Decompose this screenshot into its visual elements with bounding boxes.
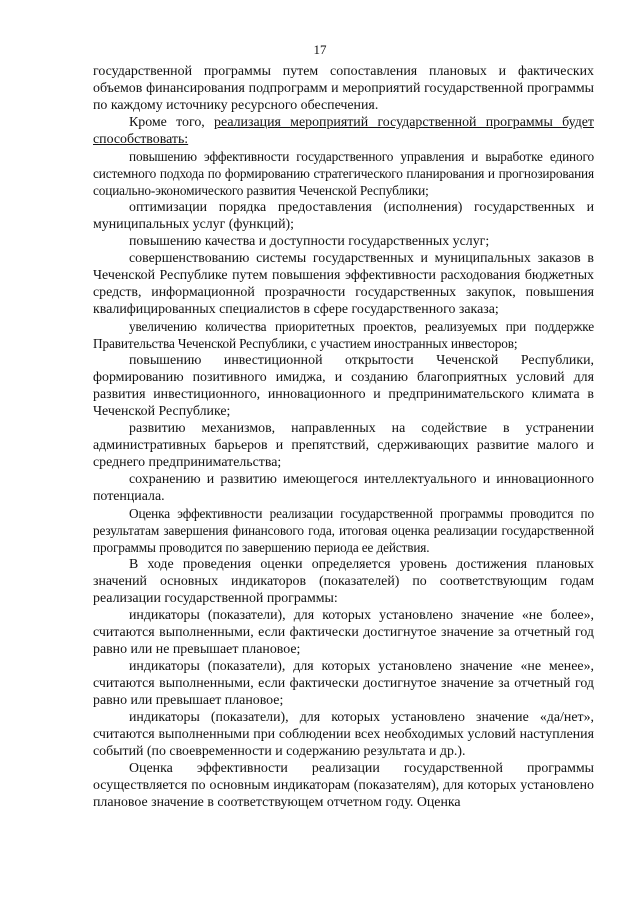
list-item: индикаторы (показатели), для которых установлено значение «не менее», считаются выполненными, если фактически достигнутое значение за отчетный год равно или превышает плановое;	[93, 659, 594, 708]
list-item: индикаторы (показатели), для которых установлено значение «не более», считаются выполненными, если фактически достигнутое значение за отчетный год равно или не превышает плановое;	[93, 608, 594, 657]
paragraph-lead-text: Кроме того,	[129, 115, 215, 130]
paragraph: Оценка эффективности реализации государственной программы осуществляется по основным индикаторам (показателям), для которых установлено плановое значение в соответствующем отчетном году. Оценка	[93, 761, 594, 810]
list-item: сохранению и развитию имеющегося интеллектуального и инновационного потенциала.	[93, 472, 594, 504]
document-body	[93, 63, 594, 811]
page-number: 17	[313, 42, 327, 57]
underlined-text: реализация мероприятий государственной программы будет способствовать:	[93, 115, 594, 147]
list-item: оптимизации порядка предоставления (исполнения) государственных и муниципальных услуг (функций);	[93, 200, 594, 232]
list-item: повышению эффективности государственного управления и выработке единого системного подхода по формированию стратегического планирования и прогнозирования социально-экономического развития Чеченской Республики;	[93, 149, 594, 198]
paragraph: государственной программы путем сопоставления плановых и фактических объемов финансирования подпрограмм и мероприятий государственной программы по каждому источнику ресурсного обеспечения.	[93, 64, 594, 113]
list-item: повышению инвестиционной открытости Чеченской Республики, формированию позитивного имиджа, и созданию благоприятных условий для развития инвестиционного, инновационного и предпринимательского климата в Чеченской Республике;	[93, 353, 594, 419]
list-item: индикаторы (показатели), для которых установлено значение «да/нет», считаются выполненными при соблюдении всех необходимых условий наступления событий (по своевременности и содержанию результата и др.).	[93, 710, 594, 759]
list-item: развитию механизмов, направленных на содействие в устранении административных барьеров и препятствий, сдерживающих развитие малого и среднего предпринимательства;	[93, 421, 594, 470]
paragraph: В ходе проведения оценки определяется уровень достижения плановых значений основных индикаторов (показателей) по соответствующим годам реализации государственной программы:	[93, 557, 594, 606]
list-item: повышению качества и доступности государственных услуг;	[129, 234, 490, 249]
list-item: совершенствованию системы государственных и муниципальных заказов в Чеченской Республике путем повышения эффективности расходования бюджетных средств, информационной прозрачности государственных закупок, повышения квалифицированных специалистов в сфере государственного заказа;	[93, 251, 594, 317]
paragraph: Оценка эффективности реализации государственной программы проводится по результатам завершения финансового года, итоговая оценка реализации государственной программы проводится по завершению периода ее действия.	[93, 506, 594, 555]
list-item: увеличению количества приоритетных проектов, реализуемых при поддержке Правительства Чеченской Республики, с участием иностранных инвесторов;	[93, 319, 594, 351]
paragraph-measures-intro	[93, 114, 594, 148]
